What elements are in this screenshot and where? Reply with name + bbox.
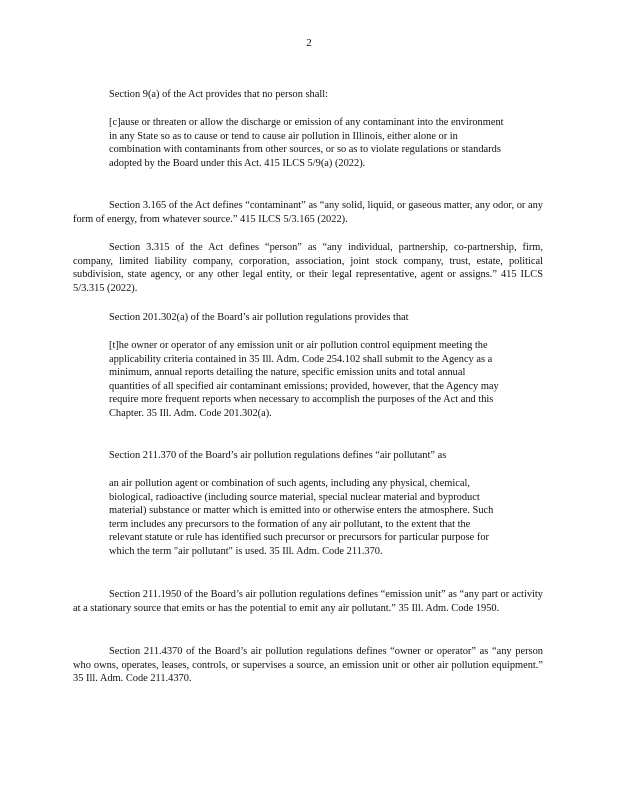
- paragraph-emission-unit-definition: Section 211.1950 of the Board’s air pollution regulations defines “emission unit” as “any part or activity at a stationary source that emits or has the potential to emit any air pollutant.” 35 Ill. Adm. Code 1950.: [73, 589, 543, 614]
- block-quote-section-201-302a: [t]he owner or operator of any emission unit or air pollution control equipment meeting the applicability criteria contained in 35 Ill. Adm. Code 254.102 shall submit to the Agency as a minimum, annual reports detailing the nature, specific emission units and total annual quantities of all specified air contaminant emissions; provided, however, that the Agency may require more frequent reports when necessary to accomplish the purposes of the Act and this Chapter. 35 Ill. Adm. Code 201.302(a).: [109, 340, 499, 419]
- paragraph-section-211-370-intro: Section 211.370 of the Board’s air pollution regulations defines “air pollutant” as: [109, 450, 447, 461]
- paragraph-section-201-302a-intro: Section 201.302(a) of the Board’s air pollution regulations provides that: [109, 312, 409, 323]
- paragraph-person-definition: Section 3.315 of the Act defines “person” as “any individual, partnership, co-partnership, firm, company, limited liability company, corporation, association, joint stock company, trust, estate, political subdivision, state agency, or any other legal entity, or their legal representative, agent or assigns.” 415 ILCS 5/3.315 (2022).: [73, 242, 543, 294]
- paragraph-contaminant-definition: Section 3.165 of the Act defines “contaminant” as “any solid, liquid, or gaseous matter, any odor, or any form of energy, from whatever source.” 415 ILCS 5/3.165 (2022).: [73, 200, 543, 225]
- paragraph-section-9a-intro: Section 9(a) of the Act provides that no person shall:: [109, 89, 329, 100]
- block-quote-section-9a: [c]ause or threaten or allow the discharge or emission of any contaminant into the environment in any State so as to cause or tend to cause air pollution in Illinois, either alone or in combination with contaminants from other sources, or so as to violate regulations or standards adopted by the Board under this Act. 415 ILCS 5/9(a) (2022).: [109, 117, 504, 169]
- block-quote-section-211-370: an air pollution agent or combination of such agents, including any physical, chemical, biological, radioactive (including source material, special nuclear material and byproduct material) substance or matter which is emitted into or otherwise enters the atmosphere. Such term includes any precursors to the formation of any air pollutant, to the extent that the relevant statute or rule has identified such precursor or precursors for particular purpose for which the term "air pollutant" is used. 35 Ill. Adm. Code 211.370.: [109, 478, 494, 557]
- paragraph-owner-operator-definition: Section 211.4370 of the Board’s air pollution regulations defines “owner or operator” as “any person who owns, operates, leases, controls, or supervises a source, an emission unit or other air pollution equipment.” 35 Ill. Adm. Code 211.4370.: [73, 646, 543, 685]
- page-number: 2: [306, 37, 312, 49]
